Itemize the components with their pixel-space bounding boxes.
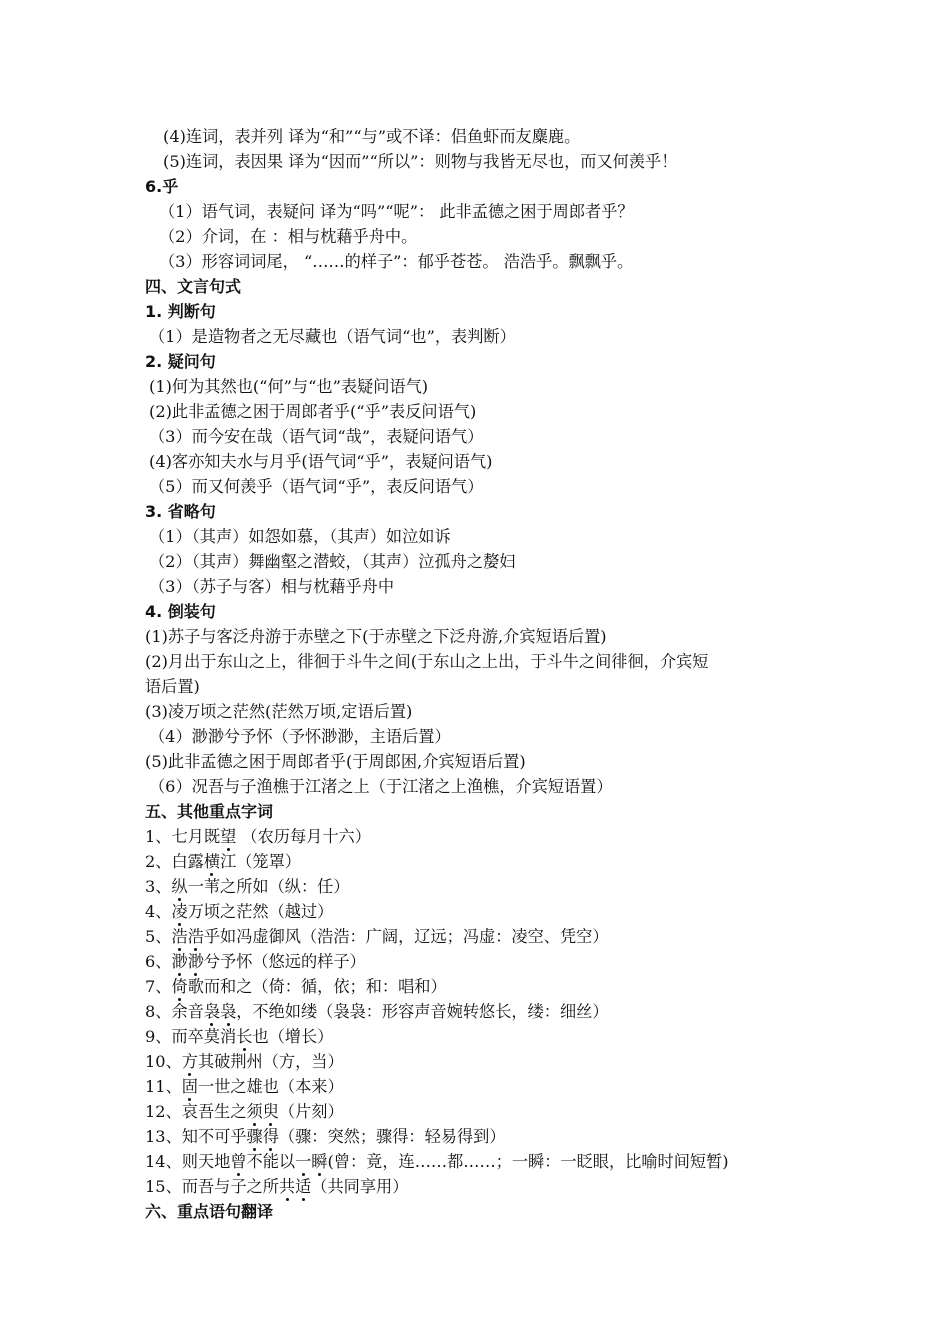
vocab-key-word: 横	[204, 852, 220, 871]
vocab-key-word: 凌	[172, 902, 188, 921]
document-page	[145, 124, 825, 1224]
vocab-key-word: 袅袅	[204, 1002, 236, 1021]
vocab-item	[145, 874, 825, 899]
vocab-text: 3、	[145, 877, 172, 896]
vocab-gloss: 歌而和之（倚：循，依；和：唱和）	[187, 977, 447, 996]
vocab-text: 10、	[145, 1052, 182, 1071]
vocab-gloss: （农历每月十六）	[236, 827, 371, 846]
vocab-text: 6、	[145, 952, 172, 971]
vocab-text: 14、则天地	[145, 1152, 231, 1171]
hu-item-3: （3）形容词词尾， “……的样子”：郁乎苍苍。 浩浩乎。飘飘乎。	[159, 252, 634, 271]
vocab-key-word: 长	[236, 1027, 252, 1046]
vocab-text: 4、	[145, 902, 172, 921]
question-item: (1)何为其然也(“何”与“也”表疑问语气)	[149, 377, 429, 396]
vocab-key-word: 一瞬	[295, 1152, 327, 1171]
vocab-item	[145, 1049, 825, 1074]
heading-hu: 6.乎	[145, 177, 179, 196]
vocab-item	[145, 899, 825, 924]
vocab-text: 13、知不可乎	[145, 1127, 247, 1146]
vocab-text: 5、	[145, 927, 172, 946]
omit-item: （3）（苏子与客）相与枕藉乎舟中	[149, 577, 395, 596]
vocab-key-word: 曾	[230, 1152, 246, 1171]
judge-item: （1）是造物者之无尽藏也（语气词“也”，表判断）	[149, 327, 516, 346]
vocab-item	[145, 924, 825, 949]
vocab-gloss: ，不绝如缕（袅袅：形容声音婉转悠长，缕：细丝）	[236, 1002, 609, 1021]
vocab-key-word: 渺渺	[172, 952, 204, 971]
vocab-text: 11、	[145, 1077, 182, 1096]
vocab-text: 1、七月既	[145, 827, 221, 846]
vocab-key-word: 须臾	[247, 1102, 279, 1121]
vocab-gloss: 兮予怀（悠远的样子）	[203, 952, 366, 971]
vocab-text: 7、	[145, 977, 172, 996]
vocab-gloss: 也（增长）	[252, 1027, 334, 1046]
invert-item: (2)月出于东山之上，徘徊于斗牛之间(于东山之上出，于斗牛之间徘徊，介宾短	[145, 652, 709, 671]
invert-item-continued: 语后置)	[145, 677, 200, 696]
conj-item-4: (4)连词，表并列 译为“和”“与”或不译：侣鱼虾而友麋鹿。	[163, 127, 581, 146]
vocab-item	[145, 1099, 825, 1124]
vocab-gloss: 其破荆州（方，当）	[197, 1052, 344, 1071]
vocab-text: 12、哀吾生之	[145, 1102, 247, 1121]
vocab-key-word: 骤得	[247, 1127, 279, 1146]
invert-item: (3)凌万顷之茫然(茫然万顷,定语后置)	[145, 702, 413, 721]
hu-item-2: （2）介词，在 ：相与枕藉乎舟中。	[159, 227, 418, 246]
question-item: (2)此非孟德之困于周郎者乎(“乎”表反问语气)	[149, 402, 477, 421]
vocab-gloss: (曾：竟，连……都……；一瞬：一眨眼，比喻时间短暂)	[327, 1152, 729, 1171]
question-item: （5）而又何羡乎（语气词“乎”，表反问语气）	[149, 477, 484, 496]
vocab-text: 2、白露	[145, 852, 204, 871]
section-5-heading: 五、其他重点字词	[145, 802, 274, 821]
vocab-key-word: 浩浩	[172, 927, 204, 946]
conj-item-5: (5)连词，表因果 译为“因而”“所以”：则物与我皆无尽也，而又何羡乎！	[163, 152, 678, 171]
vocab-item	[145, 999, 825, 1024]
invert-heading: 4. 倒装句	[145, 602, 216, 621]
question-item: (4)客亦知夫水与月乎(语气词“乎”，表疑问语气)	[149, 452, 493, 471]
omit-heading: 3. 省略句	[145, 502, 216, 521]
invert-item: （6）况吾与子渔樵于江渚之上（于江渚之上渔樵，介宾短语置）	[149, 777, 613, 796]
vocab-gloss: 一世之雄也（本来）	[197, 1077, 344, 1096]
question-heading: 2. 疑问句	[145, 352, 216, 371]
vocab-key-word: 倚	[172, 977, 188, 996]
vocab-item	[145, 1149, 825, 1174]
vocab-gloss: 江（笼罩）	[220, 852, 301, 871]
vocab-key-word: 方	[182, 1052, 198, 1071]
vocab-item	[145, 1124, 825, 1149]
vocab-text: 9、而卒莫消	[145, 1027, 237, 1046]
vocab-item	[145, 849, 825, 874]
vocab-key-word: 纵	[172, 877, 188, 896]
invert-item: （4）渺渺兮予怀（予怀渺渺，主语后置）	[149, 727, 451, 746]
vocab-item	[145, 824, 825, 849]
invert-item: (5)此非孟德之困于周郎者乎(于周郎困,介宾短语后置)	[145, 752, 526, 771]
vocab-item	[145, 1174, 825, 1199]
vocab-key-word: 望	[220, 827, 236, 846]
vocab-item	[145, 949, 825, 974]
vocab-list	[145, 824, 825, 1199]
invert-item: (1)苏子与客泛舟游于赤壁之下(于赤壁之下泛舟游,介宾短语后置)	[145, 627, 607, 646]
section-6-heading: 六、重点语句翻译	[145, 1202, 274, 1221]
vocab-gloss: （骤：突然；骤得：轻易得到）	[278, 1127, 506, 1146]
vocab-item	[145, 974, 825, 999]
section-4-heading: 四、文言句式	[145, 277, 242, 296]
omit-item: （1）（其声）如怨如慕，（其声）如泣如诉	[149, 527, 451, 546]
judge-heading: 1. 判断句	[145, 302, 216, 321]
vocab-text: 15、而吾与子之所	[145, 1177, 279, 1196]
vocab-gloss: 不能以	[246, 1152, 296, 1171]
vocab-key-word: 共适	[279, 1177, 311, 1196]
vocab-gloss: （片刻）	[278, 1102, 344, 1121]
vocab-item	[145, 1074, 825, 1099]
question-item: （3）而今安在哉（语气词“哉”，表疑问语气）	[149, 427, 484, 446]
vocab-gloss: 乎如冯虚御风（浩浩：广阔，辽远；冯虚：凌空、凭空）	[203, 927, 609, 946]
vocab-gloss: 万顷之茫然（越过）	[187, 902, 334, 921]
omit-item: （2）（其声）舞幽壑之潜蛟，（其声）泣孤舟之嫠妇	[149, 552, 516, 571]
vocab-key-word: 固	[182, 1077, 198, 1096]
vocab-gloss: 一苇之所如（纵：任）	[187, 877, 350, 896]
vocab-text: 8、余音	[145, 1002, 204, 1021]
vocab-gloss: （共同享用）	[311, 1177, 409, 1196]
vocab-item	[145, 1024, 825, 1049]
hu-item-1: （1）语气词，表疑问 译为“吗”“呢”： 此非孟德之困于周郎者乎？	[159, 202, 634, 221]
